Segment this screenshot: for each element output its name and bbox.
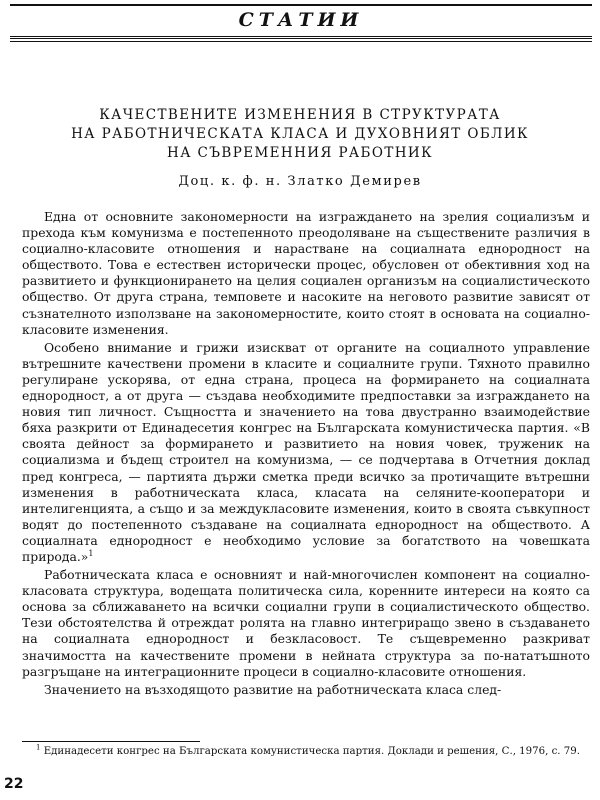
article-title-line: НА СЪВРЕМЕННИЯ РАБОТНИК — [167, 145, 433, 161]
article-body — [22, 209, 590, 700]
body-paragraph: Значението на възходящото развитие на работническата класа след- — [44, 681, 502, 697]
footnote-text: Единадесети конгрес на Българската комунистическа партия. Доклади и решения, С., 1976, с. 79. — [43, 746, 580, 757]
footnote — [22, 745, 590, 758]
footnote-marker: 1 — [36, 743, 41, 752]
body-paragraph — [22, 340, 590, 565]
header-rule-bottom — [10, 36, 592, 42]
article-title-line: КАЧЕСТВЕНИТЕ ИЗМЕНЕНИЯ В СТРУКТУРАТА — [99, 107, 501, 123]
paragraph-text: Особено внимание и грижи изискват от органите на социалното управление вътрешните качествени промени в класите и социалните групи. Тяхното правилно регулиране ускорява, от една страна, процеса на формирането на социалната еднородност, а от друга — създава необходимите предпоставки за изграждането на новия тип личност. Същността и значението на това двустранно взаимодействие бяха разкрити от Единадесетия конгрес на Българската комунистическа партия. «В своята дейност за формирането и развитието на новия човек, труженик на социализма и бъдещ строител на комунизма, — се подчертава в Отчетния доклад пред конгреса, — партията държи сметка преди всичко за протичащите вътрешни изменения в работническата класа, класата на селяните-кооператори и интелигенцията, а също и за междукласовите изменения, които в своята съвкупност водят до постепенното създаване на социалната еднородност на обществото. А социалната еднородност е необходимо условие за богатството на човешката природа.» — [22, 339, 590, 564]
article-author: Доц. к. ф. н. Златко Демирев — [178, 174, 422, 189]
body-paragraph: Една от основните закономерности на изграждането на зрелия социализъм и прехода към комунизма е постепенното преодоляване на съществените различия в социално-класовите отношения и нарастване на социалната еднородност на обществото. Това е естествен исторически процес, обусловен от обективния ход на развитието и функционирането на целия социален организъм на социалистическото общество. От друга страна, темповете и насоките на неговото развитие зависят от съзнателното използване на закономерностите, които стоят в основата на социално-класовите изменения. — [22, 209, 590, 337]
footnote-reference: 1 — [88, 548, 94, 558]
page-number: 22 — [4, 776, 24, 792]
body-paragraph: Работническата класа е основният и най-многочислен компонент на социално-класовата структура, водещата политическа сила, кореннитe интереси на която са основа за сближаването на всички социални групи в социалистическото общество. Тези обстоятелства й отреждат ролята на главно интегриращо звено в създаването на социалната еднородност и безкласовост. Те същевременно разкриват значимостта на качествените промени в нейната структура за по-нататъшното разгръщане на интеграционните процеси в социално-класовите отношения. — [22, 567, 590, 679]
section-heading: СТАТИИ — [238, 9, 364, 31]
footnote-rule — [22, 741, 200, 742]
article-title — [30, 106, 570, 163]
article-title-line: НА РАБОТНИЧЕСКАТА КЛАСА И ДУХОВНИЯТ ОБЛИК — [71, 126, 529, 142]
